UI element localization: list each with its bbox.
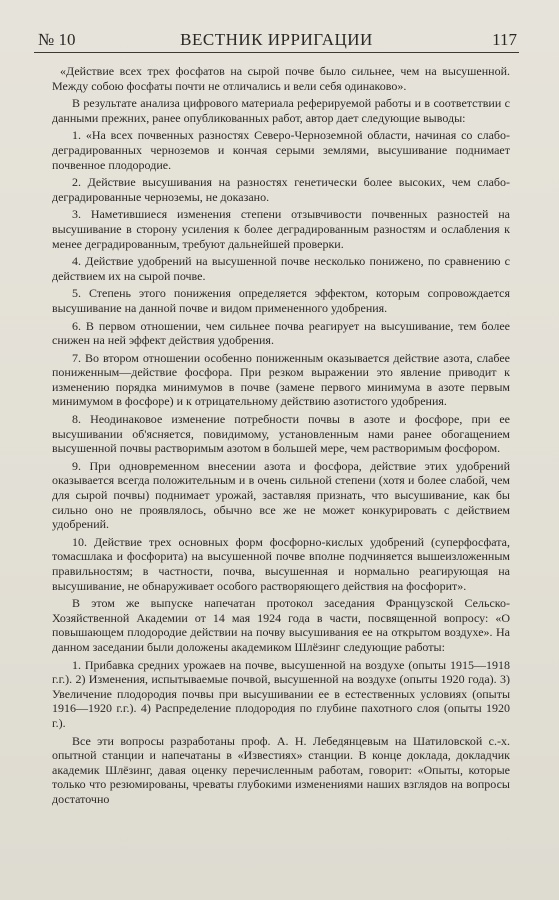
conclusion-4: 4. Действие удобрений на высушенной почве несколько понижено, по сравнению с действием их на сырой почве. bbox=[52, 254, 510, 283]
page-number: 117 bbox=[492, 30, 517, 49]
issue-number: № 10 bbox=[38, 30, 76, 49]
conclusion-3: 3. Наметившиеся изменения степени отзывчивости почвенных разностей на высушивание в сторону усиления к более деградированным разностям и ослабления к менее деградированным, требуют дальнейшей проверки. bbox=[52, 207, 510, 251]
paragraph-intro: В результате анализа цифрового материала реферируемой работы и в соответствии с данными прежних, ранее опубликованных работ, автор дает следующие выводы: bbox=[52, 96, 510, 125]
conclusion-8: 8. Неодинаковое изменение потребности почвы в азоте и фосфоре, при ее высушивании об'ясняется, повидимому, установленным нами ранее обогащением высушенной почвы растворимым азотом в большей мере, чем растворимым фосфором. bbox=[52, 412, 510, 456]
running-header bbox=[34, 26, 519, 53]
conclusion-1: 1. «На всех почвенных разностях Северо-Черноземной области, начиная со слабо-деградированных черноземов и кончая серыми землями, высушивание поднимает почвенное плодородие. bbox=[52, 128, 510, 172]
journal-title: ВЕСТНИК ИРРИГАЦИИ bbox=[180, 30, 373, 49]
conclusion-5: 5. Степень этого понижения определяется эффектом, которым сопровождается высушивание на данной почве и видом примененного удобрения. bbox=[52, 286, 510, 315]
conclusion-9: 9. При одновременном внесении азота и фосфора, действие этих удобрений оказывается всегда положительным и в очень сильной степени (хотя и более слабой, чем для сырой почвы) поднимает урожай, заставляя признать, что высушивание, как бы сильно оно не проявлялось, обычно все же не может конкурировать с действием удобрений. bbox=[52, 458, 510, 532]
conclusion-2: 2. Действие высушивания на разностях генетически более высоких, чем слабо-деградированные черноземы, не доказано. bbox=[52, 175, 510, 204]
paragraph-closing: Все эти вопросы разработаны проф. А. Н. Лебедянцевым на Шатиловской с.-х. опытной станции и напечатаны в «Известиях» станции. В конце доклада, докладчик академик Шлёзинг, давая оценку перечисленным работам, говорит: «Опыты, которые только что резюмированы, чреваты глубокими изменениями наших взглядов на вопросы достаточно bbox=[52, 733, 510, 806]
paragraph-academy-protocol: В этом же выпуске напечатан протокол заседания Французской Сельско-Хозяйственной Академии от 14 мая 1924 года в части, посвященной вопросу: «О повышающем плодородие действии на почву высушивания ее на открытом воздухе». На данном заседании были доложены академиком Шлёзинг следующие работы: bbox=[52, 596, 510, 654]
paragraph-quote: «Действие всех трех фосфатов на сырой почве было сильнее, чем на высушенной. Между собою фосфаты почти не отличались и вели себя одинаково». bbox=[52, 64, 510, 93]
conclusion-10: 10. Действие трех основных форм фосфорно-кислых удобрений (суперфосфата, томасшлака и фосфорита) на высушенной почве вполне подчиняется вышеизложенным правильностям; в частности, почва, высушенная и нормально реагирующая на высушивание, не обнаруживает особого растворяющего действия на фосфорит». bbox=[52, 534, 510, 593]
conclusion-7: 7. Во втором отношении особенно пониженным оказывается действие азота, слабее пониженным—действие фосфора. При резком выражении это явление приводит к изменению порядка минимумов в почве (замене первого минимума в азоте первым минимумом в фосфоре) и к отрицательному действию азотистого удобрения. bbox=[52, 350, 510, 409]
article-body bbox=[52, 64, 510, 810]
conclusion-6: 6. В первом отношении, чем сильнее почва реагирует на высушивание, тем более снижен на ней эффект действия удобрения. bbox=[52, 318, 510, 348]
paragraph-works-list: 1. Прибавка средних урожаев на почве, высушенной на воздухе (опыты 1915—1918 г.г.). 2) Изменения, испытываемые почвой, высушенной на воздухе (опыты 1920 года). 3) Увеличение плодородия почвы при высушивании ее в естественных условиях (опыты 1916—1920 г.г.). 4) Распределение плодородия по глубине пахотного слоя (опыты 1920 г.). bbox=[52, 657, 510, 730]
